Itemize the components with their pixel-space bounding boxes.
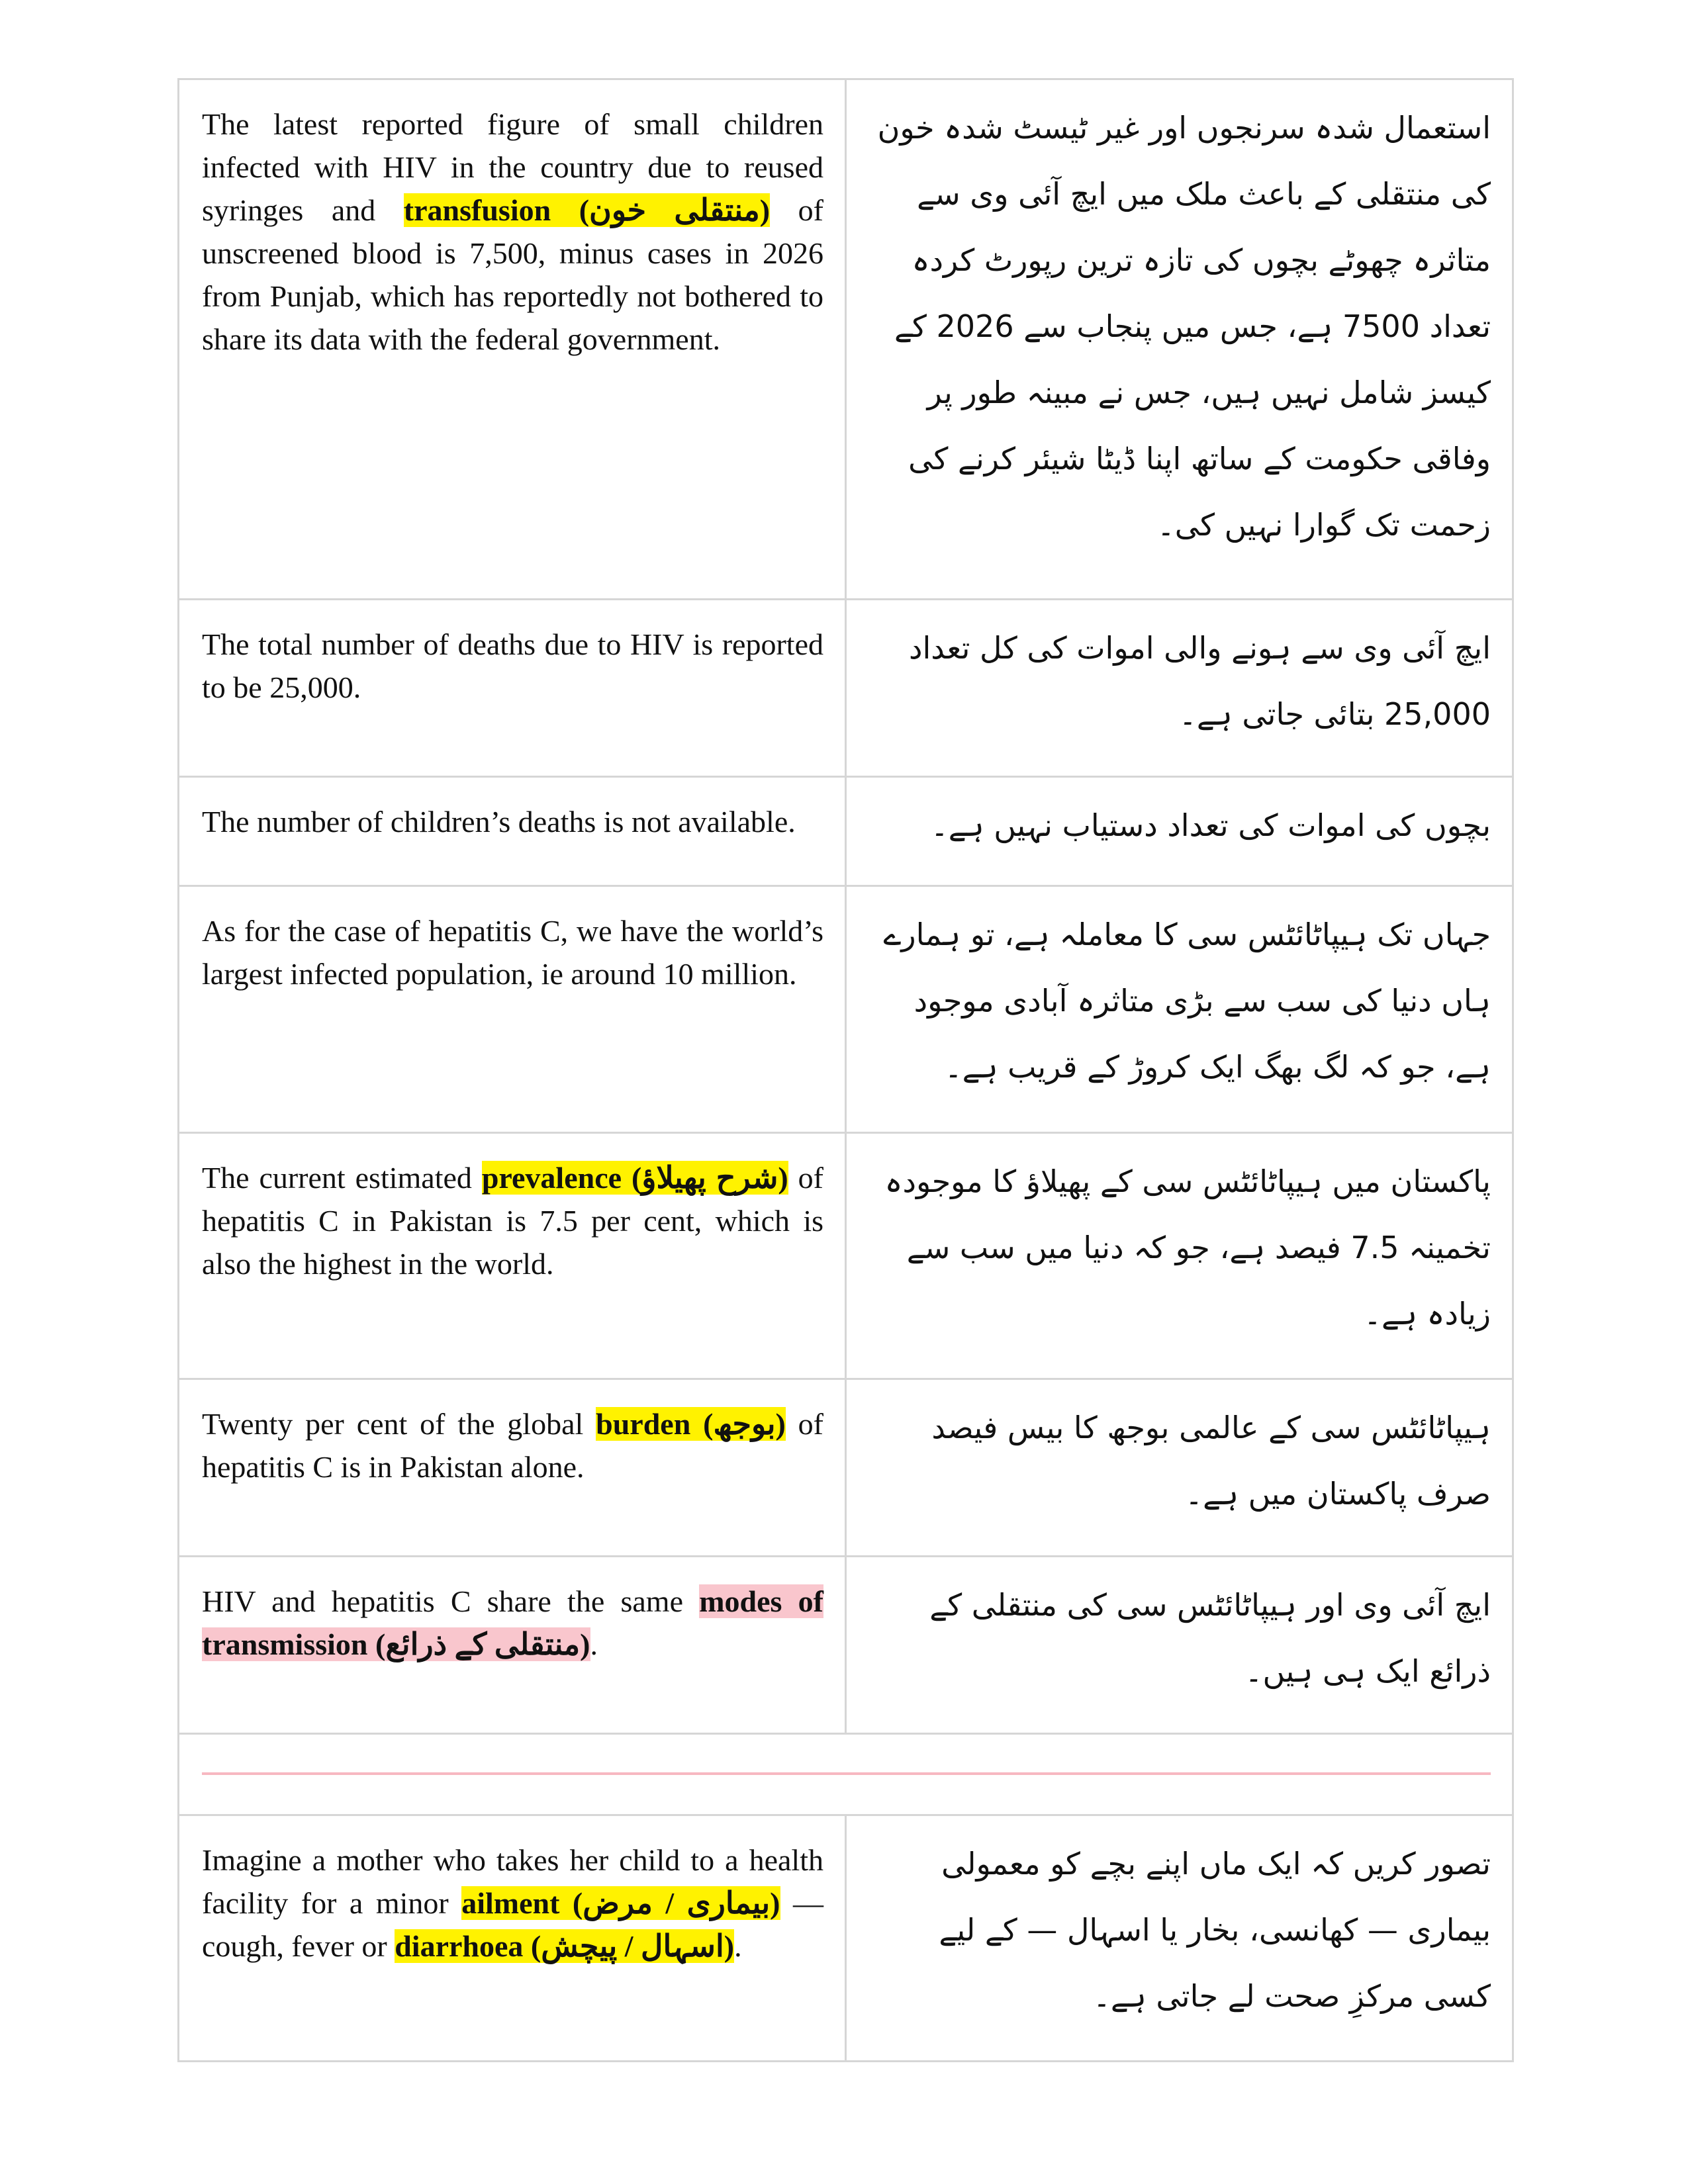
urdu-text: ایچ آئی وی اور ہیپاٹائٹس سی کی منتقلی کے ذرائع ایک ہی ہیں۔ xyxy=(929,1587,1491,1689)
bilingual-table xyxy=(177,78,1514,2062)
english-text: As for the case of hepatitis C, we have the world’s largest infected population, ie around 10 million. xyxy=(202,914,823,991)
table-row xyxy=(179,1815,1513,2062)
text-segment: Twenty per cent of the global xyxy=(202,1407,596,1441)
vocab-highlight: burden (بوجھ) xyxy=(596,1407,786,1441)
urdu-text: استعمال شدہ سرنجوں اور غیر ٹیسٹ شدہ خون کی منتقلی کے باعث ملک میں ایچ آئی وی سے متاثرہ چھوٹے بچوں کی تازہ ترین رپورٹ کردہ تعداد 7500 ہے، جس میں پنجاب سے 2026 کے کیسز شامل نہیں ہیں، جس نے مبینہ طور پر وفاقی حکومت کے ساتھ اپنا ڈیٹا شیئر کرنے کی زحمت تک گوارا نہیں کی۔ xyxy=(877,110,1491,543)
text-segment: of hepatitis C in Pakistan is 7.5 per cent, which is also the highest in the world. xyxy=(202,1161,823,1281)
table-row xyxy=(179,79,1513,600)
text-segment: of unscreened blood is 7,500, minus cases in 2026 from Punjab, which has reportedly not bothered to share its data with the federal government. xyxy=(202,193,823,356)
text-segment: of hepatitis C is in Pakistan alone. xyxy=(202,1407,823,1484)
vocab-highlight: transfusion (منتقلی خون) xyxy=(403,193,771,227)
urdu-text: بچوں کی اموات کی تعداد دستیاب نہیں ہے۔ xyxy=(930,807,1491,843)
vocab-highlight: diarrhoea (اسہال / پیچش) xyxy=(395,1929,735,1963)
separator-line xyxy=(202,1772,1491,1775)
separator-row xyxy=(179,1734,1513,1815)
urdu-text: ہیپاٹائٹس سی کے عالمی بوجھ کا بیس فیصد صرف پاکستان میں ہے۔ xyxy=(931,1410,1491,1512)
text-segment: The current estimated xyxy=(202,1161,482,1195)
english-text xyxy=(179,1134,845,1285)
vocab-highlight: prevalence (شرح پھیلاؤ) xyxy=(481,1161,788,1195)
table-row xyxy=(179,1557,1513,1734)
urdu-text: ایچ آئی وی سے ہونے والی اموات کی کل تعداد 25,000 بتائی جاتی ہے۔ xyxy=(909,630,1491,732)
urdu-text: پاکستان میں ہیپاٹائٹس سی کے پھیلاؤ کا موجودہ تخمینہ 7.5 فیصد ہے، جو کہ دنیا میں سب سے زیادہ ہے۔ xyxy=(884,1163,1491,1332)
urdu-text: تصور کریں کہ ایک ماں اپنے بچے کو معمولی بیماری — کھانسی، بخار یا اسہال — کے لیے کسی مرکزِ صحت لے جاتی ہے۔ xyxy=(939,1846,1491,2014)
english-text xyxy=(179,1557,845,1666)
vocab-highlight: ailment (بیماری / مرض) xyxy=(461,1886,780,1920)
text-segment: The latest reported figure of small children infected with HIV in the country due to reused syringes and xyxy=(202,107,823,227)
english-text: The total number of deaths due to HIV is reported to be 25,000. xyxy=(202,627,823,704)
text-segment: — cough, fever or xyxy=(202,1886,823,1963)
text-segment: . xyxy=(734,1929,742,1963)
urdu-text: جہاں تک ہیپاٹائٹس سی کا معاملہ ہے، تو ہمارے ہاں دنیا کی سب سے بڑی متاثرہ آبادی موجود ہے، جو کہ لگ بھگ ایک کروڑ کے قریب ہے۔ xyxy=(883,917,1491,1085)
table-row xyxy=(179,1379,1513,1557)
text-segment: HIV and hepatitis C share the same xyxy=(202,1584,700,1618)
text-segment: . xyxy=(590,1627,598,1661)
english-text xyxy=(179,1380,845,1488)
english-text xyxy=(179,1816,845,1968)
table-row xyxy=(179,886,1513,1133)
table-row xyxy=(179,600,1513,777)
vocab-highlight: modes of transmission (منتقلی کے ذرائع) xyxy=(202,1584,823,1661)
table-row xyxy=(179,777,1513,886)
text-segment: Imagine a mother who takes her child to a health facility for a minor xyxy=(202,1843,823,1920)
table-row xyxy=(179,1133,1513,1379)
english-text xyxy=(179,80,845,361)
english-text: The number of children’s deaths is not available. xyxy=(202,805,796,839)
